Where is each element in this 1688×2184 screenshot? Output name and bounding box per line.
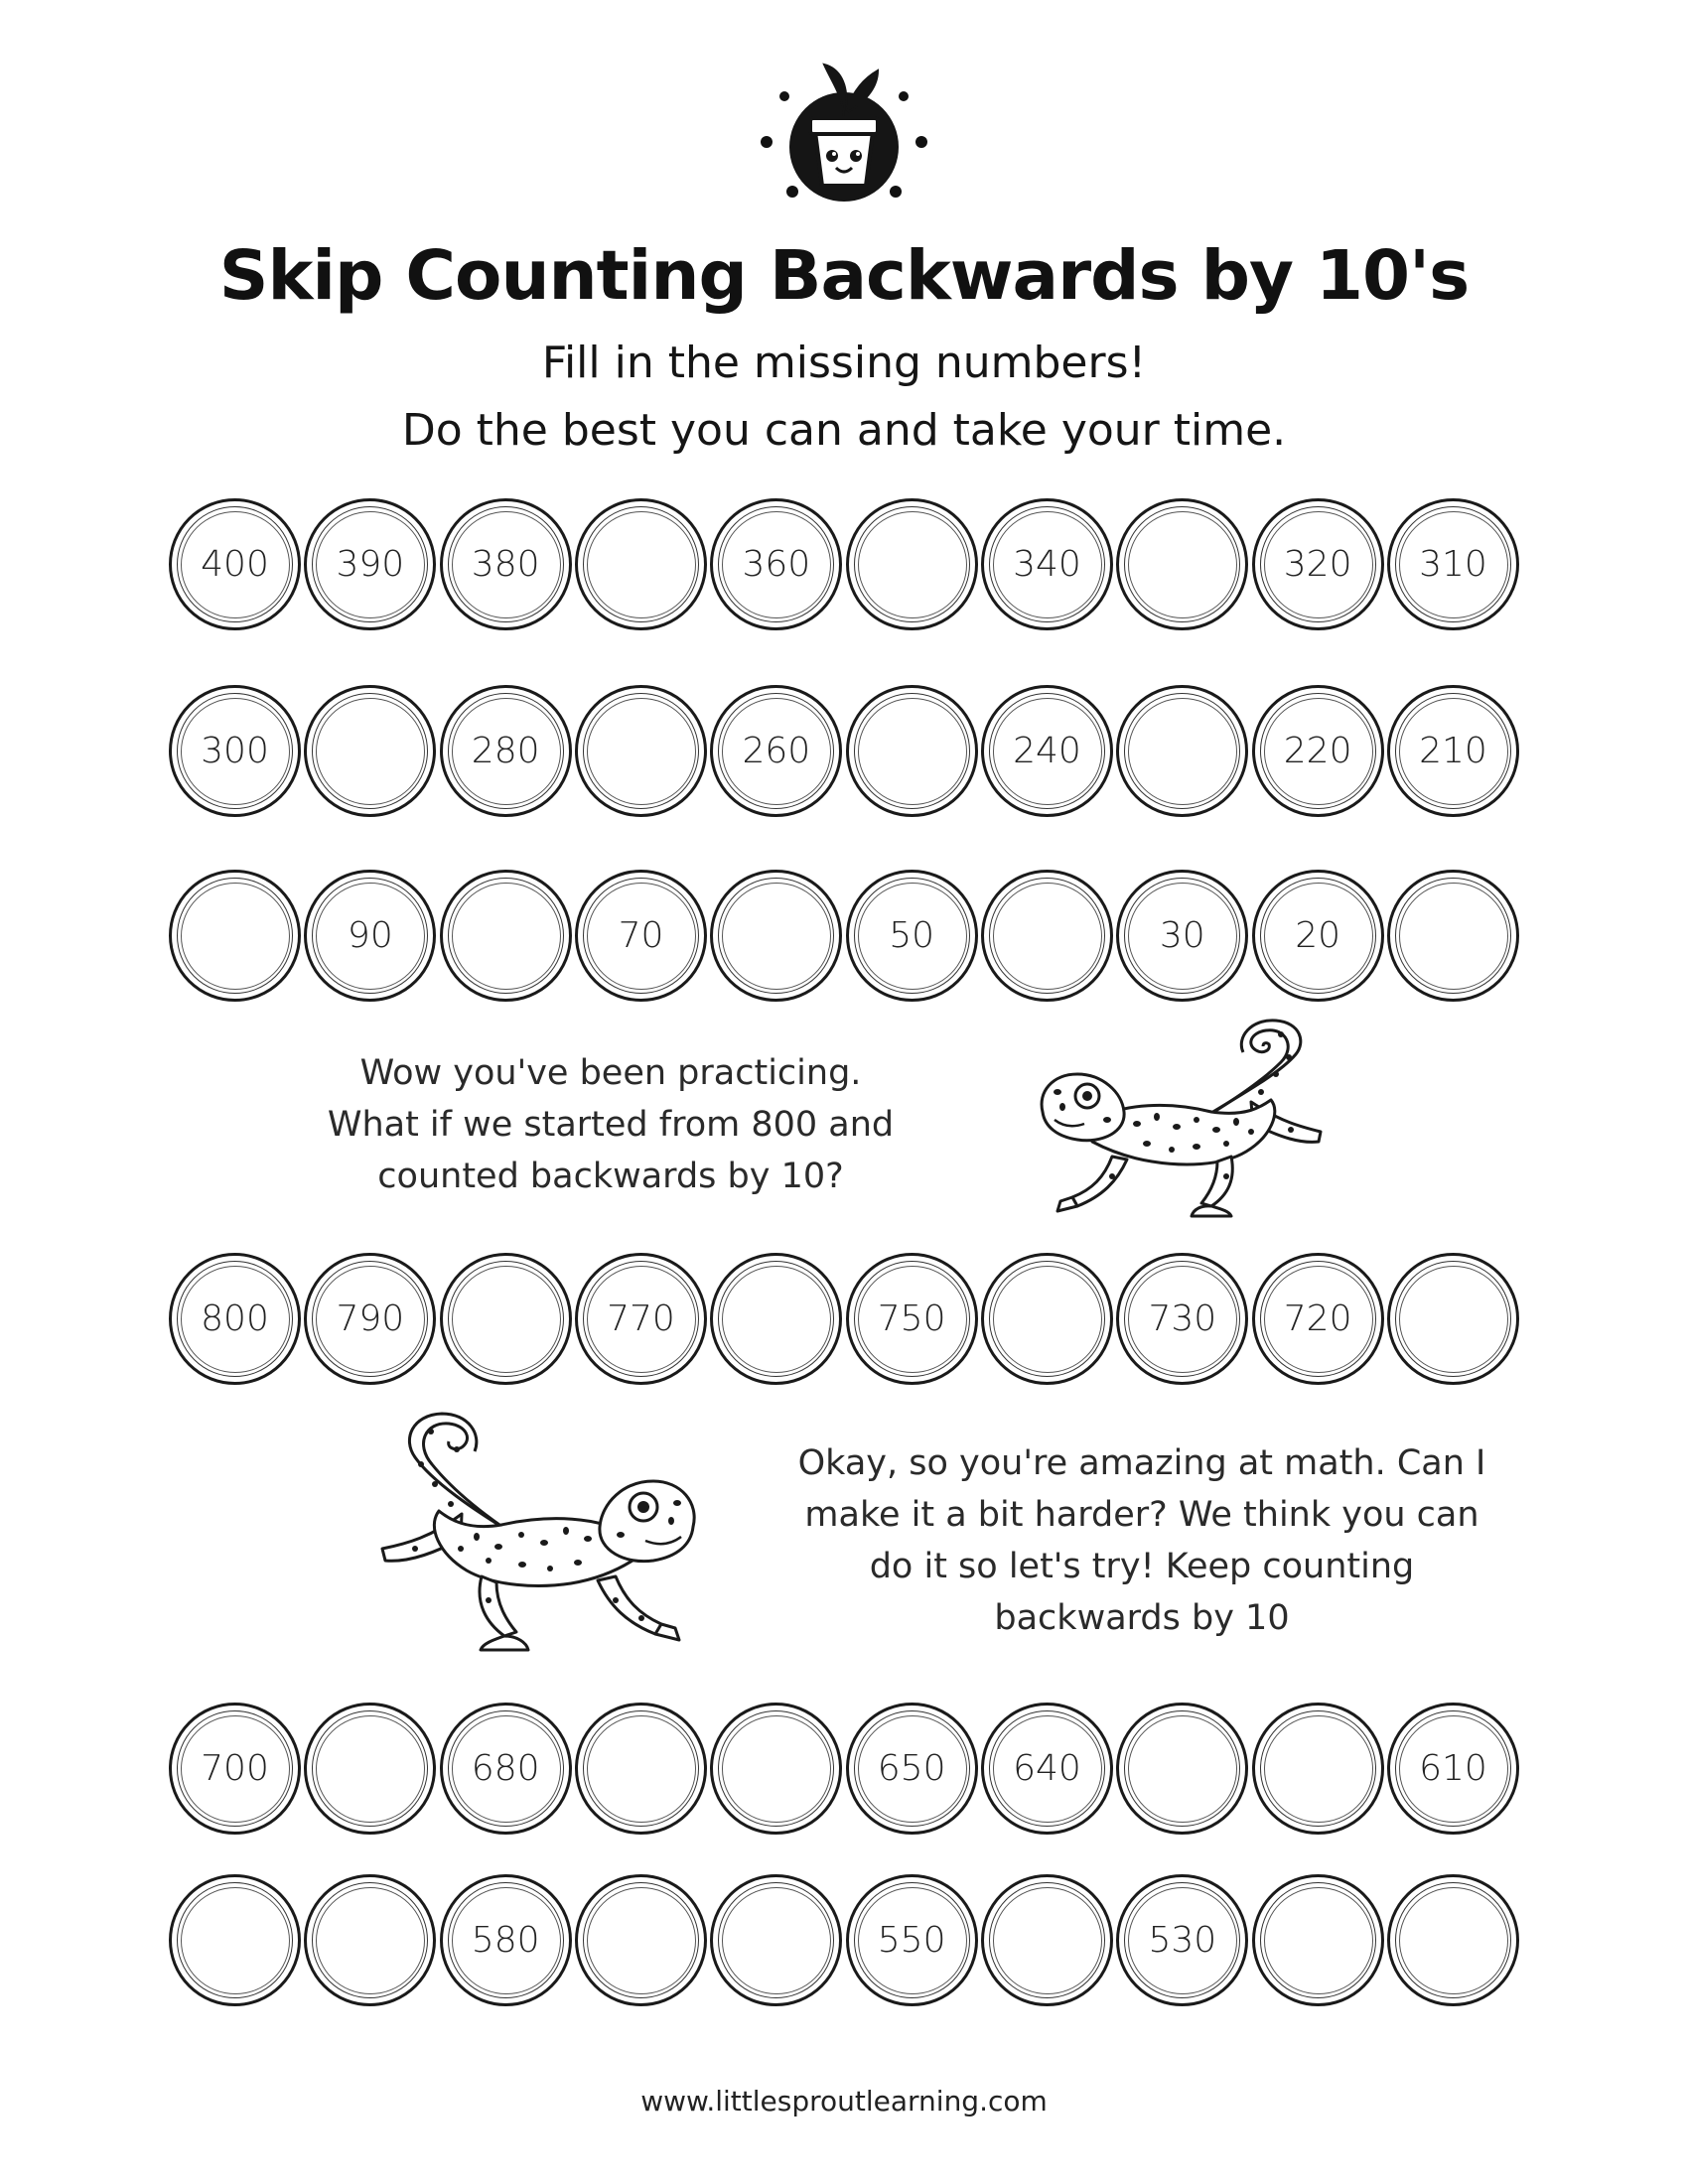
practice-note: Wow you've been practicing. What if we started from 800 and counted backwards by 10?: [327, 1053, 895, 1196]
number-bubble[interactable]: 260: [710, 685, 842, 817]
number-bubble[interactable]: [1116, 1703, 1248, 1835]
number-bubble[interactable]: 50: [846, 870, 978, 1002]
number-bubble[interactable]: 700: [169, 1703, 301, 1835]
number-bubble[interactable]: [981, 1874, 1113, 2006]
number-bubble[interactable]: [440, 870, 572, 1002]
number-bubble[interactable]: 750: [846, 1253, 978, 1385]
number-bubble[interactable]: 300: [169, 685, 301, 817]
number-bubble[interactable]: [710, 1253, 842, 1385]
number-bubble[interactable]: 90: [304, 870, 436, 1002]
spotted-gecko-icon: [367, 1410, 705, 1668]
instruction-line-2: Do the best you can and take your time.: [401, 405, 1287, 456]
number-bubble[interactable]: 580: [440, 1874, 572, 2006]
number-row-1: [169, 498, 1519, 637]
number-bubble[interactable]: [1252, 1874, 1384, 2006]
number-bubble[interactable]: 220: [1252, 685, 1384, 817]
number-bubble[interactable]: 720: [1252, 1253, 1384, 1385]
sprout-pot-logo-icon: [755, 55, 933, 213]
number-row-2: [169, 685, 1519, 824]
number-bubble[interactable]: 400: [169, 498, 301, 630]
number-bubble[interactable]: 20: [1252, 870, 1384, 1002]
number-bubble[interactable]: [1387, 1874, 1519, 2006]
number-bubble[interactable]: 730: [1116, 1253, 1248, 1385]
number-bubble[interactable]: [304, 1874, 436, 2006]
number-bubble[interactable]: [1387, 870, 1519, 1002]
number-bubble[interactable]: [710, 1874, 842, 2006]
number-bubble[interactable]: [846, 498, 978, 630]
number-bubble[interactable]: [575, 1703, 707, 1835]
number-bubble[interactable]: 640: [981, 1703, 1113, 1835]
number-row-4: [169, 1253, 1519, 1392]
number-bubble[interactable]: [304, 1703, 436, 1835]
number-bubble[interactable]: [1252, 1703, 1384, 1835]
number-bubble[interactable]: [575, 1874, 707, 2006]
number-bubble[interactable]: [169, 870, 301, 1002]
number-bubble[interactable]: 340: [981, 498, 1113, 630]
number-row-3: [169, 870, 1519, 1009]
number-bubble[interactable]: [575, 498, 707, 630]
number-bubble[interactable]: [1116, 498, 1248, 630]
number-bubble[interactable]: 280: [440, 685, 572, 817]
spotted-gecko-icon: [1033, 1013, 1331, 1231]
page-title: Skip Counting Backwards by 10's: [218, 236, 1470, 316]
harder-note: Okay, so you're amazing at math. Can I make it a bit harder? We think you can do it so let's try! Keep counting backwards by 10: [797, 1443, 1486, 1638]
number-bubble[interactable]: [304, 685, 436, 817]
number-bubble[interactable]: [710, 870, 842, 1002]
number-bubble[interactable]: 650: [846, 1703, 978, 1835]
number-bubble[interactable]: 30: [1116, 870, 1248, 1002]
number-bubble[interactable]: 530: [1116, 1874, 1248, 2006]
number-bubble[interactable]: [1116, 685, 1248, 817]
number-bubble[interactable]: 240: [981, 685, 1113, 817]
number-bubble[interactable]: 360: [710, 498, 842, 630]
number-bubble[interactable]: 380: [440, 498, 572, 630]
footer-url[interactable]: www.littlesproutlearning.com: [640, 2085, 1048, 2117]
number-bubble[interactable]: [169, 1874, 301, 2006]
number-bubble[interactable]: 680: [440, 1703, 572, 1835]
number-bubble[interactable]: [440, 1253, 572, 1385]
number-bubble[interactable]: 70: [575, 870, 707, 1002]
number-bubble[interactable]: 390: [304, 498, 436, 630]
number-bubble[interactable]: [846, 685, 978, 817]
number-bubble[interactable]: [1387, 1253, 1519, 1385]
number-bubble[interactable]: 770: [575, 1253, 707, 1385]
number-row-5: [169, 1703, 1519, 1842]
number-bubble[interactable]: 320: [1252, 498, 1384, 630]
number-bubble[interactable]: [981, 1253, 1113, 1385]
number-bubble[interactable]: 800: [169, 1253, 301, 1385]
number-bubble[interactable]: 790: [304, 1253, 436, 1385]
number-bubble[interactable]: 610: [1387, 1703, 1519, 1835]
number-bubble[interactable]: 550: [846, 1874, 978, 2006]
number-bubble[interactable]: 310: [1387, 498, 1519, 630]
number-bubble[interactable]: [710, 1703, 842, 1835]
instruction-line-1: Fill in the missing numbers!: [541, 338, 1147, 388]
number-bubble[interactable]: [575, 685, 707, 817]
number-bubble[interactable]: 210: [1387, 685, 1519, 817]
number-bubble[interactable]: [981, 870, 1113, 1002]
number-row-6: [169, 1874, 1519, 2013]
